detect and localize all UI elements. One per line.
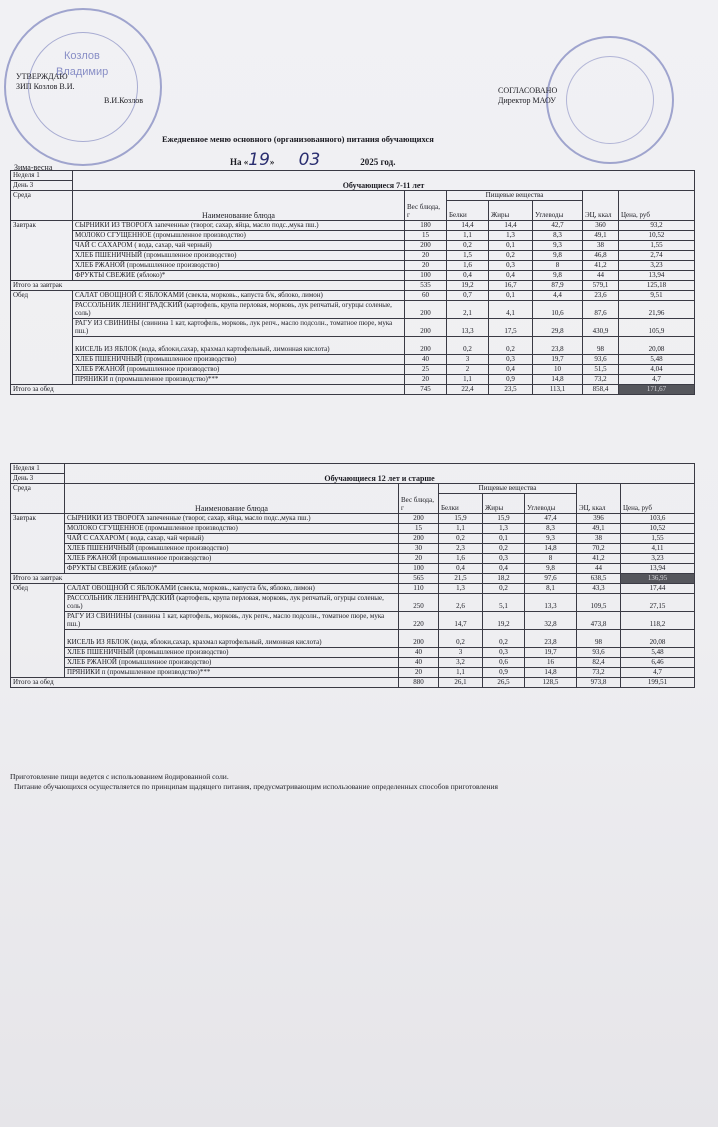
col-carbs-header: Углеводы [525,494,577,514]
dish-price: 13,94 [619,271,695,281]
dish-price: 2,74 [619,251,695,261]
dish-carbs: 32,8 [525,612,577,630]
dish-fats: 0,2 [483,584,525,594]
dish-name: САЛАТ ОВОЩНОЙ С ЯБЛОКАМИ (свекла, морковь., капуста б/к, яблоко, лимон) [65,584,399,594]
dish-kcal: 49,1 [577,524,621,534]
dish-price: 20,08 [619,337,695,355]
dish-proteins: 1,3 [439,584,483,594]
col-weight-header: Вес блюда, г [405,191,447,221]
total-weight: 880 [399,678,439,688]
dish-carbs: 42,7 [533,221,583,231]
seal-stamp-right [546,36,674,164]
col-carbs-header: Углеводы [533,201,583,221]
dish-fats: 0,9 [489,375,533,385]
dish-weight: 20 [399,554,439,564]
dish-price: 9,51 [619,291,695,301]
dish-carbs: 9,3 [525,534,577,544]
total-label: Итого за обед [11,385,405,395]
dish-fats: 14,4 [489,221,533,231]
lunch-rows [11,584,695,678]
dish-fats: 0,4 [483,564,525,574]
dish-proteins: 3 [439,648,483,658]
dish-price: 13,94 [621,564,695,574]
dish-kcal: 109,5 [577,594,621,612]
dish-fats: 0,3 [483,648,525,658]
dish-weight: 200 [405,319,447,337]
menu-table-7-11 [10,170,695,395]
dish-carbs: 4,4 [533,291,583,301]
dish-weight: 15 [399,524,439,534]
dish-kcal: 73,2 [583,375,619,385]
dish-carbs: 8,1 [525,584,577,594]
dish-price: 10,52 [619,231,695,241]
dish-kcal: 360 [583,221,619,231]
dish-name: ХЛЕБ РЖАНОЙ (промышленное производство) [73,261,405,271]
dish-name: ЧАЙ С САХАРОМ ( вода, сахар, чай черный) [73,241,405,251]
dish-kcal: 49,1 [583,231,619,241]
total-price: 199,51 [621,678,695,688]
dish-fats: 0,2 [489,251,533,261]
dish-price: 5,48 [621,648,695,658]
dish-fats: 0,1 [489,241,533,251]
approve-heading: УТВЕРЖДАЮ [16,72,68,81]
col-weight-header: Вес блюда, г [399,484,439,514]
dish-name: ПРЯНИКИ п (промышленное производство)*** [73,375,405,385]
week-label: Неделя 1 [11,171,73,181]
dish-kcal: 87,6 [583,301,619,319]
stamp-text-top: Козлов [64,50,100,62]
dish-name: ХЛЕБ РЖАНОЙ (промышленное производство) [65,554,399,564]
dish-name: СЫРНИКИ ИЗ ТВОРОГА запеченные (творог, сахар, яйца, масло подс.,мука пш.) [65,514,399,524]
dish-proteins: 14,4 [447,221,489,231]
dish-kcal: 41,2 [577,554,621,564]
dish-weight: 25 [405,365,447,375]
dish-weight: 100 [405,271,447,281]
dish-weight: 15 [405,231,447,241]
dish-price: 4,7 [619,375,695,385]
dish-weight: 200 [399,534,439,544]
dish-weight: 40 [405,355,447,365]
dish-kcal: 43,3 [577,584,621,594]
total-proteins: 22,4 [447,385,489,395]
total-proteins: 26,1 [439,678,483,688]
dish-fats: 19,2 [483,612,525,630]
total-fats: 18,2 [483,574,525,584]
dish-kcal: 98 [583,337,619,355]
dish-weight: 40 [399,658,439,668]
col-proteins-header: Белки [447,201,489,221]
dish-proteins: 15,9 [439,514,483,524]
dish-carbs: 23,8 [533,337,583,355]
dish-fats: 0,4 [489,271,533,281]
total-proteins: 19,2 [447,281,489,291]
total-kcal: 638,5 [577,574,621,584]
total-price: 125,18 [619,281,695,291]
dish-kcal: 93,6 [577,648,621,658]
dish-kcal: 73,2 [577,668,621,678]
total-fats: 16,7 [489,281,533,291]
dish-carbs: 9,3 [533,241,583,251]
total-carbs: 87,9 [533,281,583,291]
dish-name: МОЛОКО СГУЩЕННОЕ (промышленное производство) [65,524,399,534]
total-price: 171,67 [619,385,695,395]
dish-weight: 60 [405,291,447,301]
dish-proteins: 2,1 [447,301,489,319]
dish-weight: 200 [399,630,439,648]
dish-weight: 250 [399,594,439,612]
approve-signature: В.И.Козлов [104,96,143,105]
dish-carbs: 14,8 [525,544,577,554]
dish-kcal: 430,9 [583,319,619,337]
dish-kcal: 44 [583,271,619,281]
dish-price: 17,44 [621,584,695,594]
dish-weight: 200 [405,301,447,319]
dish-name: ХЛЕБ ПШЕНИЧНЫЙ (промышленное производство) [73,355,405,365]
dish-kcal: 70,2 [577,544,621,554]
dish-proteins: 13,3 [447,319,489,337]
dish-kcal: 396 [577,514,621,524]
dish-weight: 30 [399,544,439,554]
week-label: Неделя 1 [11,464,65,474]
dish-price: 6,46 [621,658,695,668]
weekday-label: Среда [11,191,73,221]
total-weight: 535 [405,281,447,291]
dish-proteins: 2,3 [439,544,483,554]
dish-kcal: 82,4 [577,658,621,668]
dish-carbs: 16 [525,658,577,668]
breakfast-rows [11,514,695,574]
total-carbs: 128,5 [525,678,577,688]
dish-proteins: 1,1 [439,668,483,678]
dish-proteins: 1,1 [447,375,489,385]
col-proteins-header: Белки [439,494,483,514]
total-label: Итого за обед [11,678,399,688]
dish-price: 4,7 [621,668,695,678]
total-label: Итого за завтрак [11,281,405,291]
dish-name: МОЛОКО СГУЩЕННОЕ (промышленное производство) [73,231,405,241]
dish-name: РАССОЛЬНИК ЛЕНИНГРАДСКИЙ (картофель, крупа перловая, морковь, лук репчатый, огурцы соленые, соль) [73,301,405,319]
dish-name: ХЛЕБ ПШЕНИЧНЫЙ (промышленное производство) [65,648,399,658]
total-fats: 23,5 [489,385,533,395]
dish-fats: 0,4 [489,365,533,375]
dish-fats: 5,1 [483,594,525,612]
dish-price: 4,11 [621,544,695,554]
dish-carbs: 9,8 [533,251,583,261]
dish-kcal: 93,6 [583,355,619,365]
dish-kcal: 23,6 [583,291,619,301]
dish-name: ХЛЕБ ПШЕНИЧНЫЙ (промышленное производство) [65,544,399,554]
dish-price: 118,2 [621,612,695,630]
dish-weight: 40 [399,648,439,658]
dish-price: 27,15 [621,594,695,612]
dish-name: САЛАТ ОВОЩНОЙ С ЯБЛОКАМИ (свекла, морковь., капуста б/к, яблоко, лимон) [73,291,405,301]
dish-weight: 200 [405,241,447,251]
dish-price: 103,6 [621,514,695,524]
dish-fats: 0,6 [483,658,525,668]
col-price-header: Цена, руб [621,484,695,514]
dish-carbs: 8 [525,554,577,564]
col-nutrients-header: Пищевые вещества [439,484,577,494]
dish-carbs: 10,6 [533,301,583,319]
dish-proteins: 0,2 [439,630,483,648]
dish-name: ФРУКТЫ СВЕЖИЕ (яблоко)* [65,564,399,574]
lunch-total-row [11,678,695,688]
meal-label-lunch: Обед [11,584,65,678]
dish-carbs: 8,3 [525,524,577,534]
dish-weight: 180 [405,221,447,231]
dish-fats: 1,3 [489,231,533,241]
dish-name: ЧАЙ С САХАРОМ ( вода, сахар, чай черный) [65,534,399,544]
dish-kcal: 46,8 [583,251,619,261]
total-label: Итого за завтрак [11,574,399,584]
dish-name: ХЛЕБ ПШЕНИЧНЫЙ (промышленное производство) [73,251,405,261]
dish-fats: 0,3 [483,554,525,564]
dish-weight: 100 [399,564,439,574]
dish-name: ХЛЕБ РЖАНОЙ (промышленное производство) [65,658,399,668]
dish-name: ФРУКТЫ СВЕЖИЕ (яблоко)* [73,271,405,281]
dish-fats: 0,1 [489,291,533,301]
dish-carbs: 14,8 [533,375,583,385]
dish-kcal: 41,2 [583,261,619,271]
day-label: День 3 [11,181,73,191]
dish-proteins: 0,2 [447,241,489,251]
dish-price: 4,04 [619,365,695,375]
dish-proteins: 2,6 [439,594,483,612]
weekday-label: Среда [11,484,65,514]
total-price: 136,95 [621,574,695,584]
dish-carbs: 13,3 [525,594,577,612]
dish-proteins: 1,1 [439,524,483,534]
dish-kcal: 51,5 [583,365,619,375]
dish-fats: 17,5 [489,319,533,337]
dish-fats: 0,2 [489,337,533,355]
dish-proteins: 1,6 [439,554,483,564]
dish-kcal: 473,8 [577,612,621,630]
total-kcal: 579,1 [583,281,619,291]
total-carbs: 97,6 [525,574,577,584]
footnote-diet-principles: Питание обучающихся осуществляется по принципам щадящего питания, предусматривающим использование определенных способов приготовления [14,782,498,791]
col-name-header: Наименование блюда [73,191,405,221]
menu-date: На «19» 03 2025 год. [230,150,396,170]
dish-fats: 0,1 [483,534,525,544]
dish-kcal: 38 [577,534,621,544]
dish-proteins: 0,4 [439,564,483,574]
dish-name: ПРЯНИКИ п (промышленное производство)*** [65,668,399,678]
day-label: День 3 [11,474,65,484]
total-weight: 745 [405,385,447,395]
dish-weight: 20 [399,668,439,678]
dish-fats: 1,3 [483,524,525,534]
dish-weight: 200 [405,337,447,355]
col-nutrients-header: Пищевые вещества [447,191,583,201]
total-proteins: 21,5 [439,574,483,584]
season-label: Зима-весна [14,163,53,172]
dish-proteins: 0,7 [447,291,489,301]
dish-price: 93,2 [619,221,695,231]
total-kcal: 858,4 [583,385,619,395]
dish-name: РАССОЛЬНИК ЛЕНИНГРАДСКИЙ (картофель, крупа перловая, морковь, лук репчатый, огурцы соленые, соль) [65,594,399,612]
meal-label-breakfast: Завтрак [11,514,65,574]
dish-name: ХЛЕБ РЖАНОЙ (промышленное производство) [73,365,405,375]
col-kcal-header: ЭЦ, ккал [583,191,619,221]
dish-proteins: 1,6 [447,261,489,271]
dish-carbs: 8,3 [533,231,583,241]
dish-name: КИСЕЛЬ ИЗ ЯБЛОК (вода, яблоки,сахар, крахмал картофельный, лимонная кислота) [73,337,405,355]
agree-heading: СОГЛАСОВАНО [498,86,558,95]
dish-kcal: 98 [577,630,621,648]
dish-price: 3,23 [621,554,695,564]
dish-fats: 4,1 [489,301,533,319]
dish-price: 3,23 [619,261,695,271]
dish-carbs: 23,8 [525,630,577,648]
dish-carbs: 19,7 [533,355,583,365]
dish-proteins: 0,4 [447,271,489,281]
dish-price: 5,48 [619,355,695,365]
group-title: Обучающиеся 12 лет и старше [65,464,695,484]
dish-carbs: 10 [533,365,583,375]
dish-carbs: 8 [533,261,583,271]
dish-carbs: 19,7 [525,648,577,658]
dish-carbs: 9,8 [533,271,583,281]
approve-person: ЗИП Козлов В.И. [16,82,75,91]
dish-weight: 200 [399,514,439,524]
total-carbs: 113,1 [533,385,583,395]
dish-name: КИСЕЛЬ ИЗ ЯБЛОК (вода, яблоки,сахар, крахмал картофельный, лимонная кислота) [65,630,399,648]
col-price-header: Цена, руб [619,191,695,221]
dish-weight: 20 [405,261,447,271]
dish-name: СЫРНИКИ ИЗ ТВОРОГА запеченные (творог, сахар, яйца, масло подс.,мука пш.) [73,221,405,231]
meal-label-lunch: Обед [11,291,73,385]
menu-table-12-plus [10,463,695,688]
dish-weight: 20 [405,251,447,261]
col-name-header: Наименование блюда [65,484,399,514]
col-kcal-header: ЭЦ, ккал [577,484,621,514]
dish-proteins: 3,2 [439,658,483,668]
lunch-rows [11,291,695,385]
breakfast-rows [11,221,695,281]
dish-weight: 20 [405,375,447,385]
breakfast-total-row [11,574,695,584]
dish-kcal: 38 [583,241,619,251]
total-weight: 565 [399,574,439,584]
dish-fats: 0,2 [483,544,525,554]
page-title: Ежедневное меню основного (организованного) питания обучающихся [162,134,434,144]
dish-proteins: 1,5 [447,251,489,261]
col-fats-header: Жиры [489,201,533,221]
dish-weight: 220 [399,612,439,630]
dish-proteins: 3 [447,355,489,365]
dish-kcal: 44 [577,564,621,574]
stamp-text-mid: Владимир [56,66,109,78]
dish-price: 1,55 [621,534,695,544]
dish-fats: 15,9 [483,514,525,524]
dish-proteins: 14,7 [439,612,483,630]
dish-price: 105,9 [619,319,695,337]
dish-price: 10,52 [621,524,695,534]
lunch-total-row [11,385,695,395]
dish-fats: 0,9 [483,668,525,678]
dish-proteins: 1,1 [447,231,489,241]
group-title: Обучающиеся 7-11 лет [73,171,695,191]
dish-fats: 0,3 [489,355,533,365]
dish-proteins: 2 [447,365,489,375]
dish-proteins: 0,2 [439,534,483,544]
dish-price: 20,08 [621,630,695,648]
footnote-iodized-salt: Приготовление пищи ведется с использованием йодированной соли. [10,772,229,781]
dish-price: 21,96 [619,301,695,319]
col-fats-header: Жиры [483,494,525,514]
dish-price: 1,55 [619,241,695,251]
dish-name: РАГУ ИЗ СВИНИНЫ (свинина 1 кат, картофель, морковь, лук репч., масло подсолн., томатное пюре, мука пш.) [73,319,405,337]
dish-carbs: 9,8 [525,564,577,574]
breakfast-total-row [11,281,695,291]
dish-proteins: 0,2 [447,337,489,355]
dish-fats: 0,3 [489,261,533,271]
dish-fats: 0,2 [483,630,525,648]
dish-carbs: 47,4 [525,514,577,524]
dish-carbs: 29,8 [533,319,583,337]
dish-weight: 110 [399,584,439,594]
meal-label-breakfast: Завтрак [11,221,73,281]
dish-name: РАГУ ИЗ СВИНИНЫ (свинина 1 кат, картофель, морковь, лук репч., масло подсолн., томатное пюре, мука пш.) [65,612,399,630]
agree-person: Директор МАОУ [498,96,556,105]
dish-carbs: 14,8 [525,668,577,678]
total-fats: 26,5 [483,678,525,688]
total-kcal: 973,8 [577,678,621,688]
